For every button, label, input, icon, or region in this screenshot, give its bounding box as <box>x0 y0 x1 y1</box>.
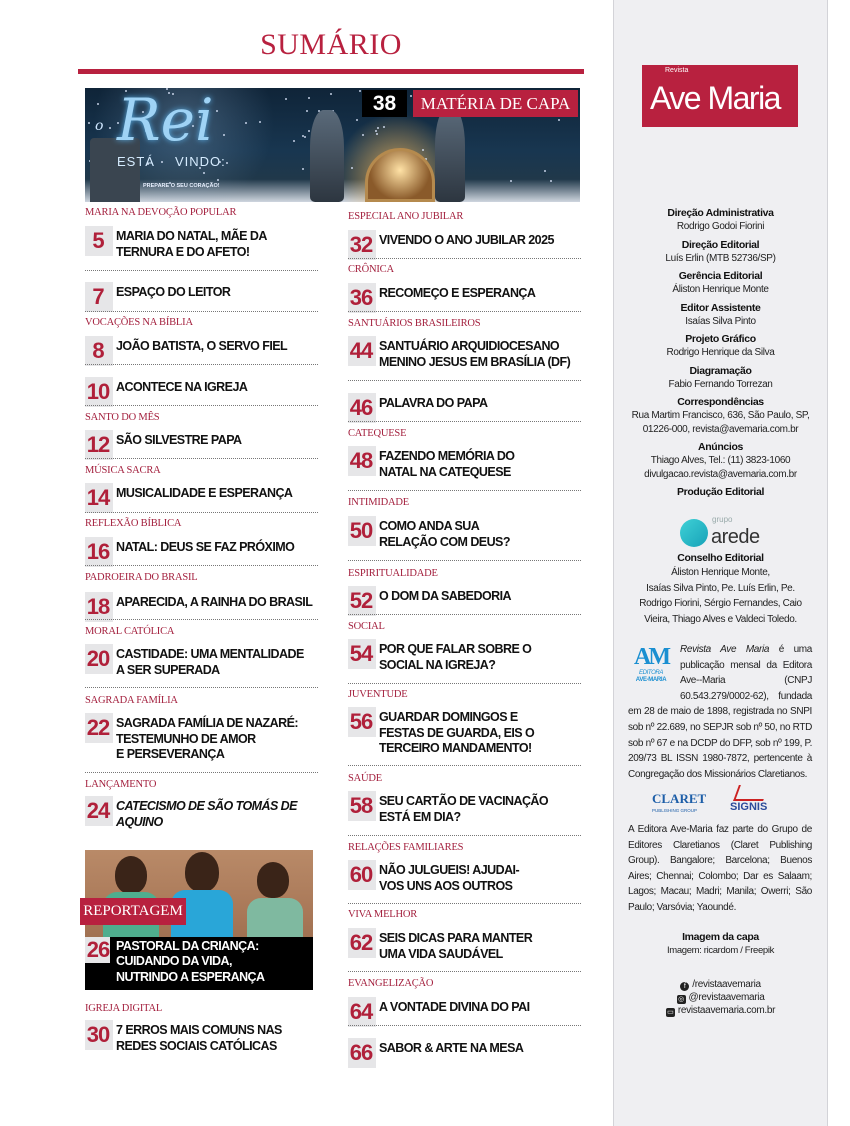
page-number[interactable]: 16 <box>86 539 110 564</box>
page-number[interactable]: 30 <box>86 1022 110 1047</box>
page-number[interactable]: 14 <box>86 485 110 510</box>
signis-logo <box>730 785 767 813</box>
star <box>109 127 111 129</box>
dotted-divider <box>85 405 318 406</box>
social-link-instagram[interactable] <box>613 991 828 1004</box>
page-number[interactable]: 12 <box>86 432 110 457</box>
credit-role: Projeto Gráfico <box>685 333 756 345</box>
arede-icon <box>680 519 708 547</box>
page-number[interactable]: 62 <box>349 930 373 955</box>
entry-title-line[interactable]: E PERSEVERANÇA <box>116 747 225 761</box>
dotted-divider <box>348 614 581 615</box>
website-icon: ▭ <box>667 1009 674 1016</box>
star <box>97 103 99 105</box>
dotted-divider <box>348 311 581 312</box>
star <box>422 149 424 151</box>
entry-title-line[interactable]: APARECIDA, A RAINHA DO BRASIL <box>116 595 313 609</box>
editora-ave-maria-logo <box>628 644 674 690</box>
entry-title-line[interactable]: SAGRADA FAMÍLIA DE NAZARÉ: <box>116 716 298 730</box>
instagram-icon: ◎ <box>678 996 684 1003</box>
entry-title-line[interactable]: RECOMEÇO E ESPERANÇA <box>379 286 536 300</box>
entry-title-line[interactable]: SEU CARTÃO DE VACINAÇÃO <box>379 794 549 808</box>
star <box>362 134 364 136</box>
dotted-divider <box>85 364 318 365</box>
group-paragraph: A Editora Ave-Maria faz parte do Grupo de Editores Claretianos (Claret Publishing Group). Bangalore; Barcelona; Buenos Aires; Chennai; Colombo; Dar es Salaam; Lagos; Macau; Madri; Manila; Owerri; São Paulo; Varsóvia; Yaoundé. <box>628 824 812 913</box>
star <box>375 130 377 132</box>
page-number[interactable]: 46 <box>349 395 373 420</box>
credit-line: Rodrigo Godoi Fiorini <box>676 221 765 232</box>
page-title: SUMÁRIO <box>260 28 402 61</box>
star <box>544 170 546 172</box>
category-label: VOCAÇÕES NA BÍBLIA <box>85 317 193 328</box>
category-label: ESPIRITUALIDADE <box>348 568 438 579</box>
page-number[interactable]: 7 <box>92 284 104 309</box>
dotted-divider <box>85 270 318 271</box>
category-label: RELAÇÕES FAMILIARES <box>348 842 464 853</box>
entry-title-line[interactable]: FESTAS DE GUARDA, EIS O <box>379 725 535 740</box>
entry-title-line[interactable]: COMO ANDA SUA <box>379 519 480 533</box>
child-figure <box>115 856 147 894</box>
star <box>293 140 295 142</box>
entry-title-line[interactable]: UMA VIDA SAUDÁVEL <box>379 946 503 961</box>
category-label: VIVA MELHOR <box>348 909 418 920</box>
category-label: ESPECIAL ANO JUBILAR <box>348 211 464 222</box>
entry-title-line[interactable]: A VONTADE DIVINA DO PAI <box>379 1000 530 1014</box>
star <box>304 136 306 138</box>
category-label: CRÔNICA <box>348 264 394 275</box>
star <box>285 98 287 100</box>
credit-line: Rodrigo Henrique da Silva <box>666 347 775 358</box>
page-number[interactable]: 8 <box>92 338 104 363</box>
entry-title-line[interactable]: SANTUÁRIO ARQUIDIOCESANO <box>379 339 560 353</box>
social-links <box>613 978 828 1017</box>
star <box>306 110 308 112</box>
star <box>217 179 219 181</box>
entry-title-line[interactable]: PALAVRA DO PAPA <box>379 396 488 410</box>
child-figure <box>185 852 219 892</box>
page-number[interactable]: 32 <box>349 232 373 257</box>
entry-title-line[interactable]: VOS UNS AOS OUTROS <box>379 878 513 893</box>
category-label: PADROEIRA DO BRASIL <box>85 572 198 583</box>
credit-role: Editor Assistente <box>680 301 761 314</box>
credit-role: Anúncios <box>697 441 744 453</box>
credit-line: Fabio Fernando Torrezan <box>668 378 773 390</box>
page-number[interactable]: 48 <box>349 448 373 473</box>
credit-role: Correspondências <box>677 396 764 408</box>
star <box>226 162 228 164</box>
reportagem-entry[interactable] <box>85 937 313 990</box>
page-number: 26 <box>86 937 110 962</box>
entry-title-line[interactable]: GUARDAR DOMINGOS E <box>379 710 518 724</box>
page-number[interactable]: 64 <box>349 999 373 1024</box>
entry-title-line[interactable]: TESTEMUNHO DE AMOR <box>116 731 256 746</box>
page-number[interactable]: 60 <box>349 862 373 887</box>
category-label: JUVENTUDE <box>348 689 408 700</box>
dotted-divider <box>348 1025 581 1026</box>
category-label: MORAL CATÓLICA <box>85 626 175 637</box>
credit-line: divulgacao.revista@avemaria.com.br <box>644 468 797 480</box>
star <box>223 134 225 136</box>
logo-text: AVE-MARIA <box>635 677 667 683</box>
dotted-divider <box>348 835 581 836</box>
star <box>558 119 560 121</box>
dotted-divider <box>348 421 581 422</box>
entry-title-line[interactable]: ESTÁ EM DIA? <box>379 809 461 824</box>
star <box>302 168 304 170</box>
dotted-divider <box>348 380 581 381</box>
cover-art-subtitle: PREPARE O SEU CORAÇÃO! <box>143 183 220 189</box>
cover-story-page[interactable]: 38 <box>362 90 407 117</box>
cover-art-text: Rei <box>117 88 214 154</box>
entry-title-line[interactable]: MUSICALIDADE E ESPERANÇA <box>116 486 293 500</box>
joseph-figure <box>435 108 465 202</box>
social-handle: /revistaavemaria <box>692 979 761 990</box>
category-label: MARIA NA DEVOÇÃO POPULAR <box>85 207 237 218</box>
social-link-website[interactable] <box>613 1004 828 1017</box>
credit-role: Conselho Editorial <box>677 552 764 564</box>
credit-role: Diagramação <box>689 364 752 377</box>
entry-title-line[interactable]: MENINO JESUS EM BRASÍLIA (DF) <box>379 354 571 369</box>
category-label: MÚSICA SACRA <box>85 465 161 476</box>
logo-mark: AM <box>634 644 668 670</box>
entry-title-line[interactable]: CASTIDADE: UMA MENTALIDADE <box>116 647 304 661</box>
credit-line: Áliston Henrique Monte <box>672 284 769 295</box>
logo-text-small: PUBLISHING GROUP <box>652 808 698 813</box>
dotted-divider <box>85 772 318 773</box>
entry-title-line[interactable]: REDES SOCIAIS CATÓLICAS <box>116 1038 277 1053</box>
social-handle: @revistaavemaria <box>688 992 765 1003</box>
page-number[interactable]: 36 <box>349 285 373 310</box>
page-number[interactable]: 20 <box>86 646 110 671</box>
entry-title-line[interactable]: VIVENDO O ANO JUBILAR 2025 <box>379 233 554 247</box>
dotted-divider <box>348 971 581 972</box>
category-label: CATEQUESE <box>348 428 407 439</box>
entry-title-line[interactable]: NATAL: DEUS SE FAZ PRÓXIMO <box>116 540 295 554</box>
entry-title-line[interactable]: AQUINO <box>116 814 163 829</box>
credit-line: Thiago Alves, Tel.: (11) 3823-1060 <box>650 455 791 466</box>
star <box>259 121 261 123</box>
credit-line: Isaías Silva Pinto <box>685 315 756 327</box>
credit-line: Luís Erlin (MTB 52736/SP) <box>665 252 776 264</box>
credit-line: 01226-000, revista@avemaria.com.br <box>642 423 799 435</box>
entry-title-line[interactable]: NATAL NA CATEQUESE <box>379 464 511 479</box>
entry-title-line[interactable]: SÃO SILVESTRE PAPA <box>116 433 242 447</box>
star <box>330 93 332 95</box>
entry-title-line[interactable]: TERCEIRO MANDAMENTO! <box>379 741 532 755</box>
dotted-divider <box>348 258 581 259</box>
page-number[interactable]: 66 <box>349 1040 373 1065</box>
dotted-divider <box>85 458 318 459</box>
credit-role: Direção Administrativa <box>667 207 774 219</box>
entry-title-line[interactable]: RELAÇÃO COM DEUS? <box>379 534 510 549</box>
title-rule <box>78 69 584 74</box>
credit-line: Rodrigo Fiorini, Sérgio Fernandes, Caio <box>639 598 802 610</box>
entry-title-line[interactable]: TERNURA E DO AFETO! <box>116 244 250 259</box>
dotted-divider <box>85 619 318 620</box>
category-label: REFLEXÃO BÍBLICA <box>85 518 182 529</box>
dotted-divider <box>348 903 581 904</box>
signis-mark-icon <box>733 785 769 801</box>
cover-art-text: VINDO: <box>175 154 226 169</box>
credit-role: Direção Editorial <box>681 238 760 251</box>
logo-text: CLARET <box>652 791 707 806</box>
page-number[interactable]: 56 <box>349 709 373 734</box>
page-number[interactable]: 44 <box>349 338 373 363</box>
credit-line: Áliston Henrique Monte, <box>671 567 770 578</box>
entry-title-line[interactable]: ACONTECE NA IGREJA <box>116 380 248 394</box>
facebook-icon: f <box>680 982 689 991</box>
star <box>377 127 379 129</box>
page-number[interactable]: 52 <box>349 588 373 613</box>
about-text: é uma publicação mensal da Editora Ave--Maria (CNPJ 60.543.279/0002-62), fundada em 28 de maio de 1898, registrada no SNPI sob nº 22.689, no SEPJR sob nº 50, no RTD sob nº 67 e na DCDP do DFP, sob nº 199, P. 209/73 BL ISSN 1980-7872, pertencente à Congregação dos Missionários Claretianos. <box>628 644 812 780</box>
star <box>550 180 552 182</box>
entry-title-line[interactable]: NÃO JULGUEIS! AJUDAI- <box>379 863 520 877</box>
dotted-divider <box>85 311 318 312</box>
star <box>351 167 353 169</box>
social-handle: revistaavemaria.com.br <box>677 1005 776 1016</box>
entry-title-line[interactable]: MARIA DO NATAL, MÃE DA <box>116 229 267 243</box>
logo-text-small: Revista <box>665 67 689 74</box>
star <box>308 97 310 99</box>
category-label: SOCIAL <box>348 621 385 632</box>
social-link-facebook[interactable] <box>613 978 828 991</box>
star <box>383 126 385 128</box>
category-label: EVANGELIZAÇÃO <box>348 978 434 989</box>
category-label: INTIMIDADE <box>348 497 409 508</box>
logo-text: SIGNIS <box>730 801 768 813</box>
cover-art-text: o <box>95 118 104 134</box>
star <box>88 122 90 124</box>
credit-line: Imagem: ricardom / Freepik <box>666 945 775 956</box>
cover-story-label: MATÉRIA DE CAPA <box>413 90 578 117</box>
star <box>161 161 163 163</box>
logo-text-small: grupo <box>712 515 733 524</box>
entry-title-line: PASTORAL DA CRIANÇA: <box>116 939 259 953</box>
star <box>356 119 358 121</box>
star <box>245 122 247 124</box>
about-paragraph <box>628 642 812 782</box>
nativity-scene <box>365 148 435 202</box>
credit-line: Vieira, Thiago Alves e Valdeci Toledo. <box>644 613 797 625</box>
entry-title-line[interactable]: FAZENDO MEMÓRIA DO <box>379 449 515 463</box>
entry-title-line[interactable]: SEIS DICAS PARA MANTER <box>379 931 533 945</box>
grupo-arede-logo <box>680 515 790 548</box>
entry-title-line[interactable]: SOCIAL NA IGREJA? <box>379 657 496 672</box>
entry-title-line[interactable]: A SER SUPERADA <box>116 662 220 677</box>
star <box>376 133 378 135</box>
dotted-divider <box>85 512 318 513</box>
star <box>216 110 218 112</box>
page-number[interactable]: 50 <box>349 518 373 543</box>
entry-title-line[interactable]: O DOM DA SABEDORIA <box>379 589 512 603</box>
entry-title-line[interactable]: CATECISMO DE SÃO TOMÁS DE <box>116 799 297 813</box>
page-number[interactable]: 22 <box>86 715 110 740</box>
cover-story-banner[interactable] <box>85 88 580 202</box>
entry-title-line: NUTRINDO A ESPERANÇA <box>116 970 265 984</box>
star <box>510 180 512 182</box>
entry-title-line[interactable]: SABOR & ARTE NA MESA <box>379 1041 524 1055</box>
magazine-name: Revista Ave Maria <box>680 644 770 655</box>
category-label: SANTUÁRIOS BRASILEIROS <box>348 318 481 329</box>
credit-role: Produção Editorial <box>676 486 765 498</box>
page-number[interactable]: 58 <box>349 793 373 818</box>
dotted-divider <box>348 490 581 491</box>
dotted-divider <box>348 560 581 561</box>
credit-line: Rua Martim Francisco, 636, São Paulo, SP, <box>631 410 810 421</box>
credit-line: Isaías Silva Pinto, Pe. Luís Erlin, Pe. <box>646 582 795 594</box>
reportagem-label: REPORTAGEM <box>80 898 186 925</box>
entry-title-line[interactable]: POR QUE FALAR SOBRE O <box>379 642 532 656</box>
star <box>308 130 310 132</box>
cover-art-text: ESTÁ <box>117 154 155 169</box>
entry-title-line[interactable]: ESPAÇO DO LEITOR <box>116 285 231 299</box>
category-label: LANÇAMENTO <box>85 779 157 790</box>
mary-figure <box>310 110 344 202</box>
child-figure <box>257 862 289 898</box>
dotted-divider <box>348 765 581 766</box>
dotted-divider <box>348 683 581 684</box>
dotted-divider <box>85 687 318 688</box>
logo-text: EDITORA <box>638 670 664 676</box>
logo-text: Ave Maria <box>650 80 780 116</box>
page-number[interactable]: 24 <box>86 798 110 823</box>
category-label: SAGRADA FAMÍLIA <box>85 695 178 706</box>
logo-text: arede <box>711 526 760 548</box>
page-number[interactable]: 54 <box>349 641 373 666</box>
dotted-divider <box>85 565 318 566</box>
star <box>203 172 205 174</box>
page-number[interactable]: 5 <box>92 228 104 253</box>
credit-role: Gerência Editorial <box>678 270 763 282</box>
category-label: SANTO DO MÊS <box>85 412 160 423</box>
entry-title-line[interactable]: 7 ERROS MAIS COMUNS NAS <box>116 1023 282 1037</box>
page-number[interactable]: 18 <box>86 594 110 619</box>
claret-logo <box>652 793 706 817</box>
editorial-council <box>613 547 828 627</box>
cover-credit <box>613 926 828 958</box>
credit-role: Imagem da capa <box>682 931 759 943</box>
page-number[interactable]: 10 <box>86 379 110 404</box>
entry-title-line[interactable]: JOÃO BATISTA, O SERVO FIEL <box>116 339 288 353</box>
credits-list <box>613 202 828 499</box>
category-label: SAÚDE <box>348 773 383 784</box>
category-label: IGREJA DIGITAL <box>85 1003 163 1014</box>
entry-title-line: CUIDANDO DA VIDA, <box>116 954 232 968</box>
